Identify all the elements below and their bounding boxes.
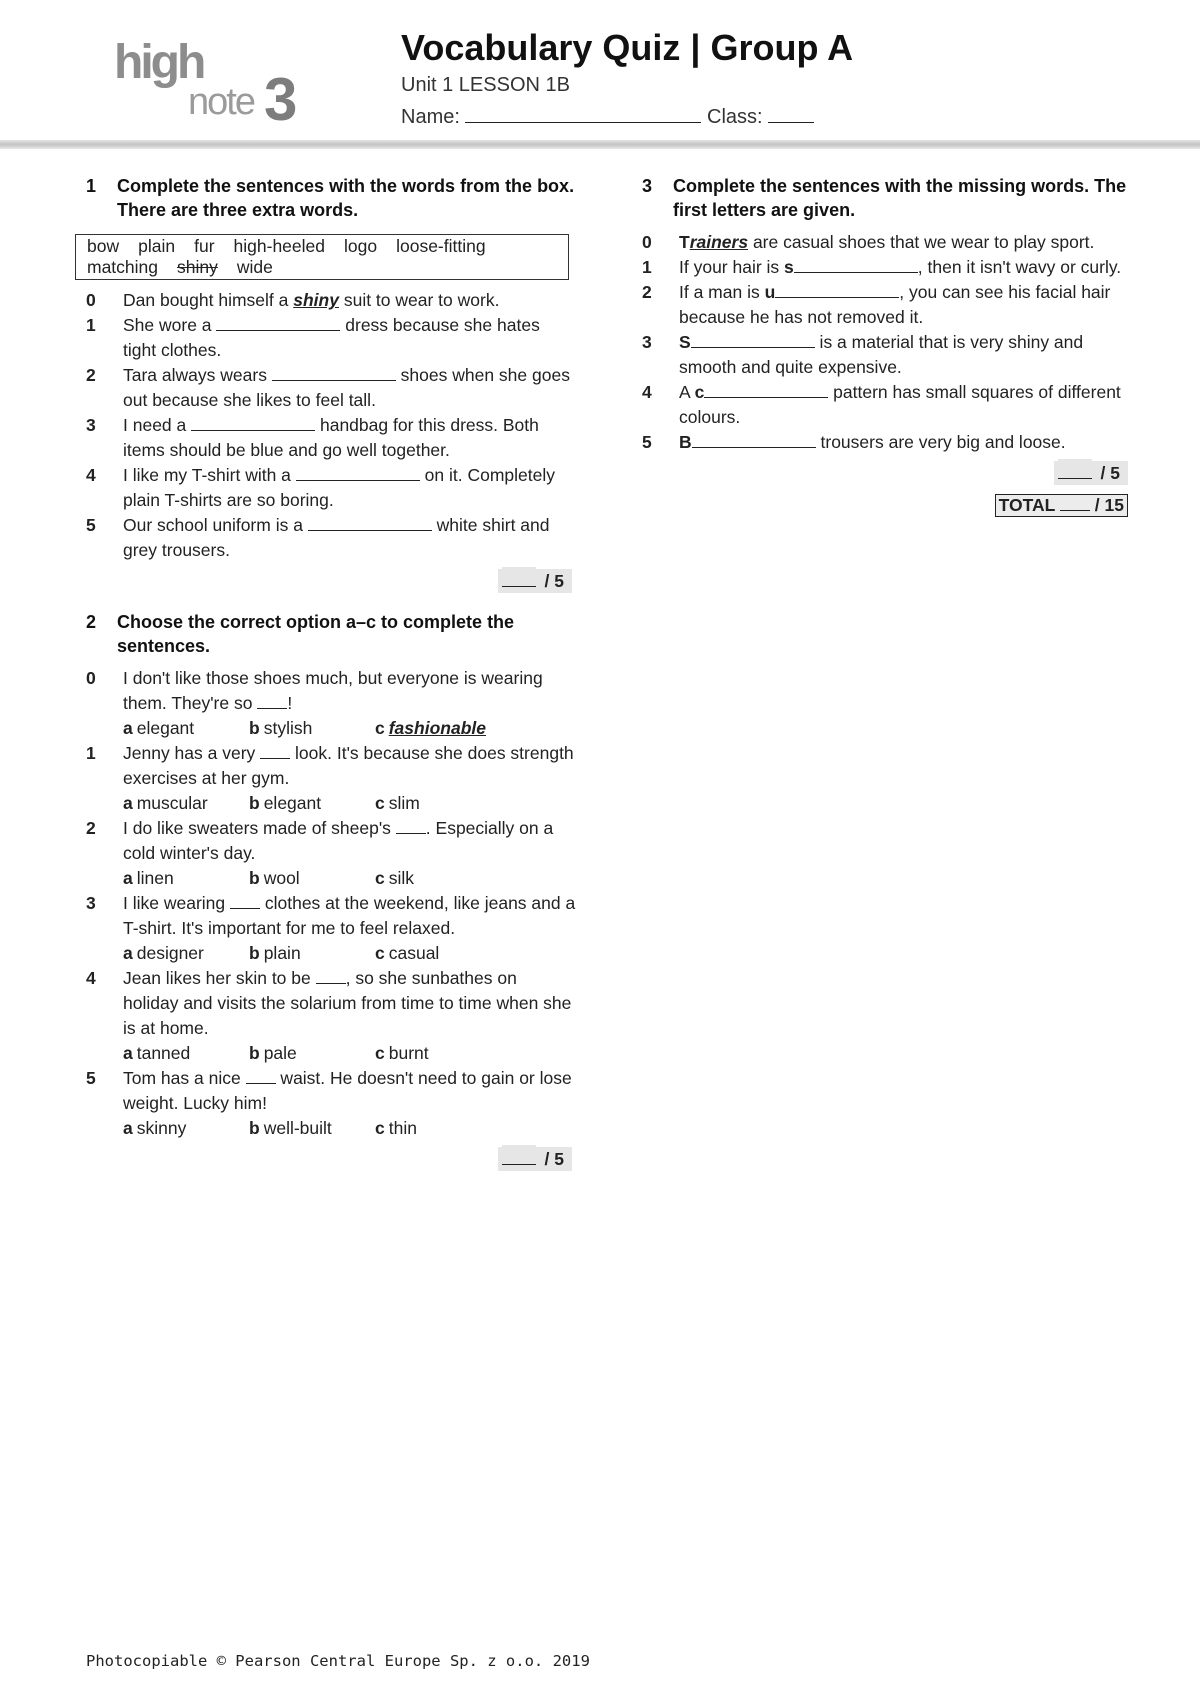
task-2-item	[86, 816, 576, 866]
total-blank[interactable]	[1060, 495, 1090, 511]
answer-blank	[396, 818, 426, 834]
page-title: Vocabulary Quiz | Group A	[401, 27, 854, 68]
answer-blank[interactable]	[308, 515, 432, 531]
task-1-item	[86, 413, 576, 463]
answer-options	[86, 1041, 576, 1066]
item-text: Jean likes her skin to be , so she sunbathes on holiday and visits the solarium from time to time when she is at home.	[123, 968, 572, 1038]
item-text: I need a handbag for this dress. Both items should be blue and go well together.	[123, 415, 539, 460]
item-text: Our school uniform is a white shirt and grey trousers.	[123, 515, 550, 560]
item-number: 5	[642, 432, 652, 452]
item-text: If your hair is s , then it isn't wavy or curly.	[679, 257, 1122, 277]
task-instruction: Choose the correct option a–c to complete the sentences.	[117, 612, 515, 656]
task-3-item	[642, 280, 1132, 330]
task-1-item	[86, 463, 576, 513]
score-box	[642, 459, 1132, 486]
answer-options	[86, 716, 576, 741]
item-number: 0	[86, 290, 96, 310]
total-score-box	[995, 494, 1128, 517]
score-box	[86, 1145, 576, 1172]
word-box-word: fur	[194, 236, 215, 256]
example-answer: shiny	[293, 290, 339, 310]
item-number: 1	[86, 743, 96, 763]
task-1-heading	[86, 174, 576, 222]
name-field[interactable]	[465, 106, 701, 123]
option-letter: c	[375, 793, 385, 813]
option-text: burnt	[388, 1043, 429, 1063]
option-letter: c	[375, 1043, 385, 1063]
score-value: / 5	[1097, 461, 1124, 485]
item-text: S is a material that is very shiny and smooth and quite expensive.	[679, 332, 1084, 377]
task-2-item	[86, 1066, 576, 1116]
option-text: linen	[136, 868, 174, 888]
option-text: elegant	[263, 793, 322, 813]
item-text: Tom has a nice waist. He doesn't need to gain or lose weight. Lucky him!	[123, 1068, 572, 1113]
total-label: TOTAL	[998, 495, 1056, 515]
item-text: I don't like those shoes much, but everyone is wearing them. They're so !	[123, 668, 543, 713]
answer-blank[interactable]	[296, 465, 420, 481]
option-letter: a	[123, 943, 133, 963]
option-letter: c	[375, 718, 385, 738]
item-text: Jenny has a very look. It's because she does strength exercises at her gym.	[123, 743, 574, 788]
task-3-items	[642, 230, 1132, 455]
item-number: 4	[642, 382, 652, 402]
item-number: 1	[86, 315, 96, 335]
first-letter: B	[679, 432, 692, 452]
item-number: 5	[86, 1068, 96, 1088]
answer-blank[interactable]	[272, 365, 396, 381]
option-text: pale	[263, 1043, 297, 1063]
task-number: 1	[86, 176, 97, 196]
option-a[interactable]	[123, 941, 249, 966]
footer-copyright: Photocopiable © Pearson Central Europe Sp. z o.o. 2019	[86, 1652, 590, 1670]
task-2-item	[86, 891, 576, 941]
word-box-word: plain	[138, 236, 176, 256]
svg-text:high: high	[114, 36, 204, 89]
option-b[interactable]	[249, 1041, 375, 1066]
item-number: 4	[86, 465, 96, 485]
item-number: 3	[86, 893, 96, 913]
word-box-word: shiny	[177, 257, 218, 277]
task-1-item	[86, 513, 576, 563]
item-number: 5	[86, 515, 96, 535]
item-text: B trousers are very big and loose.	[679, 432, 1066, 452]
task-3-item	[642, 380, 1132, 430]
task-2-items	[86, 666, 576, 1141]
item-number: 3	[642, 332, 652, 352]
option-c[interactable]	[375, 866, 501, 891]
option-letter: c	[375, 943, 385, 963]
example-answer: rainers	[689, 232, 749, 252]
option-text: muscular	[136, 793, 208, 813]
option-c[interactable]	[375, 1041, 501, 1066]
word-box-word: wide	[236, 257, 273, 277]
word-box-word: loose-fitting	[396, 236, 486, 256]
option-b[interactable]	[249, 716, 375, 741]
option-c[interactable]	[375, 1116, 501, 1141]
answer-blank	[246, 1068, 276, 1084]
item-text: She wore a dress because she hates tight clothes.	[123, 315, 540, 360]
option-c[interactable]	[375, 941, 501, 966]
option-text: slim	[388, 793, 420, 813]
example-answer: fashionable	[388, 718, 486, 738]
answer-blank	[230, 893, 260, 909]
first-letter: u	[764, 282, 776, 302]
task-1	[86, 174, 576, 594]
task-3	[642, 174, 1132, 515]
word-box	[75, 234, 569, 280]
option-letter: a	[123, 793, 133, 813]
lesson-subtitle: Unit 1 LESSON 1B	[401, 74, 570, 96]
option-text: elegant	[136, 718, 195, 738]
answer-blank[interactable]	[775, 282, 899, 298]
answer-blank	[260, 743, 290, 759]
right-column	[642, 174, 1132, 517]
class-field[interactable]	[768, 106, 814, 123]
option-text: casual	[388, 943, 440, 963]
option-letter: b	[249, 1118, 260, 1138]
name-label: Name:	[401, 106, 460, 128]
answer-blank[interactable]	[691, 332, 815, 348]
item-number: 1	[642, 257, 652, 277]
task-2-item	[86, 741, 576, 791]
first-letter: T	[679, 232, 690, 252]
task-1-item	[86, 288, 576, 313]
option-text: stylish	[263, 718, 313, 738]
option-text: skinny	[136, 1118, 187, 1138]
score-value: / 5	[541, 569, 568, 593]
score-blank[interactable]	[1058, 459, 1092, 479]
first-letter: s	[784, 257, 794, 277]
item-text: Dan bought himself a shiny suit to wear to work.	[123, 290, 500, 310]
high-note-3-logo	[112, 36, 312, 126]
answer-blank[interactable]	[794, 257, 918, 273]
answer-options	[86, 866, 576, 891]
option-b[interactable]	[249, 866, 375, 891]
option-letter: b	[249, 943, 260, 963]
option-text: plain	[263, 943, 301, 963]
option-text: wool	[263, 868, 300, 888]
option-letter: a	[123, 1043, 133, 1063]
answer-blank[interactable]	[216, 315, 340, 331]
item-text: A c pattern has small squares of different colours.	[679, 382, 1121, 427]
option-a[interactable]	[123, 1116, 249, 1141]
option-b[interactable]	[249, 1116, 375, 1141]
word-box-word: bow	[87, 236, 120, 256]
option-a[interactable]	[123, 716, 249, 741]
item-number: 2	[86, 818, 96, 838]
word-box-word: logo	[344, 236, 378, 256]
task-1-items	[86, 288, 576, 563]
svg-text:3: 3	[264, 66, 298, 126]
option-a[interactable]	[123, 791, 249, 816]
header-divider	[0, 140, 1200, 149]
answer-blank	[316, 968, 346, 984]
option-letter: c	[375, 1118, 385, 1138]
task-2-item	[86, 966, 576, 1041]
answer-blank	[257, 693, 287, 709]
item-number: 0	[642, 232, 652, 252]
option-a[interactable]	[123, 866, 249, 891]
task-number: 2	[86, 612, 97, 632]
option-letter: b	[249, 868, 260, 888]
task-2-heading	[86, 610, 576, 658]
first-letter: S	[679, 332, 691, 352]
word-box-word: high-heeled	[233, 236, 325, 256]
option-text: silk	[388, 868, 415, 888]
option-letter: a	[123, 868, 133, 888]
task-3-item	[642, 255, 1132, 280]
option-c[interactable]	[375, 791, 501, 816]
left-column	[86, 174, 576, 1172]
class-label: Class:	[707, 106, 763, 128]
answer-blank[interactable]	[692, 432, 816, 448]
option-letter: a	[123, 1118, 133, 1138]
item-text: If a man is u , you can see his facial hair because he has not removed it.	[679, 282, 1111, 327]
item-text: Tara always wears shoes when she goes out because she likes to feel tall.	[123, 365, 570, 410]
item-text: I like wearing clothes at the weekend, like jeans and a T-shirt. It's important for me to feel relaxed.	[123, 893, 576, 938]
task-2	[86, 610, 576, 1172]
item-text: I do like sweaters made of sheep's . Especially on a cold winter's day.	[123, 818, 554, 863]
item-number: 0	[86, 668, 96, 688]
option-a[interactable]	[123, 1041, 249, 1066]
item-number: 2	[86, 365, 96, 385]
score-value: / 5	[541, 1147, 568, 1171]
score-blank[interactable]	[502, 1145, 536, 1165]
answer-blank[interactable]	[704, 382, 828, 398]
option-b[interactable]	[249, 941, 375, 966]
option-letter: b	[249, 793, 260, 813]
task-3-item	[642, 230, 1132, 255]
score-blank[interactable]	[502, 567, 536, 587]
total-value: / 15	[1094, 495, 1124, 515]
item-number: 3	[86, 415, 96, 435]
option-letter: b	[249, 1043, 260, 1063]
option-letter: a	[123, 718, 133, 738]
task-3-item	[642, 430, 1132, 455]
name-class-line	[401, 104, 853, 130]
task-instruction: Complete the sentences with the words from the box. There are three extra words.	[117, 176, 575, 220]
option-letter: c	[375, 868, 385, 888]
score-box	[86, 567, 576, 594]
task-3-heading	[642, 174, 1132, 222]
task-1-item	[86, 363, 576, 413]
answer-options	[86, 791, 576, 816]
item-text: Trainers are casual shoes that we wear to play sport.	[679, 232, 1095, 252]
svg-text:note: note	[188, 81, 254, 123]
first-letter: c	[694, 382, 705, 402]
answer-options	[86, 941, 576, 966]
item-number: 4	[86, 968, 96, 988]
task-2-item	[86, 666, 576, 716]
task-1-item	[86, 313, 576, 363]
option-b[interactable]	[249, 791, 375, 816]
task-3-item	[642, 330, 1132, 380]
header	[401, 26, 853, 130]
task-number: 3	[642, 176, 653, 196]
item-text: I like my T-shirt with a on it. Completely plain T-shirts are so boring.	[123, 465, 555, 510]
option-text: tanned	[136, 1043, 191, 1063]
item-number: 2	[642, 282, 652, 302]
option-c[interactable]	[375, 716, 501, 741]
task-instruction: Complete the sentences with the missing words. The first letters are given.	[673, 176, 1127, 220]
answer-blank[interactable]	[191, 415, 315, 431]
option-letter: b	[249, 718, 260, 738]
answer-options	[86, 1116, 576, 1141]
word-box-word: matching	[87, 257, 159, 277]
option-text: designer	[136, 943, 204, 963]
option-text: thin	[388, 1118, 417, 1138]
option-text: well-built	[263, 1118, 332, 1138]
